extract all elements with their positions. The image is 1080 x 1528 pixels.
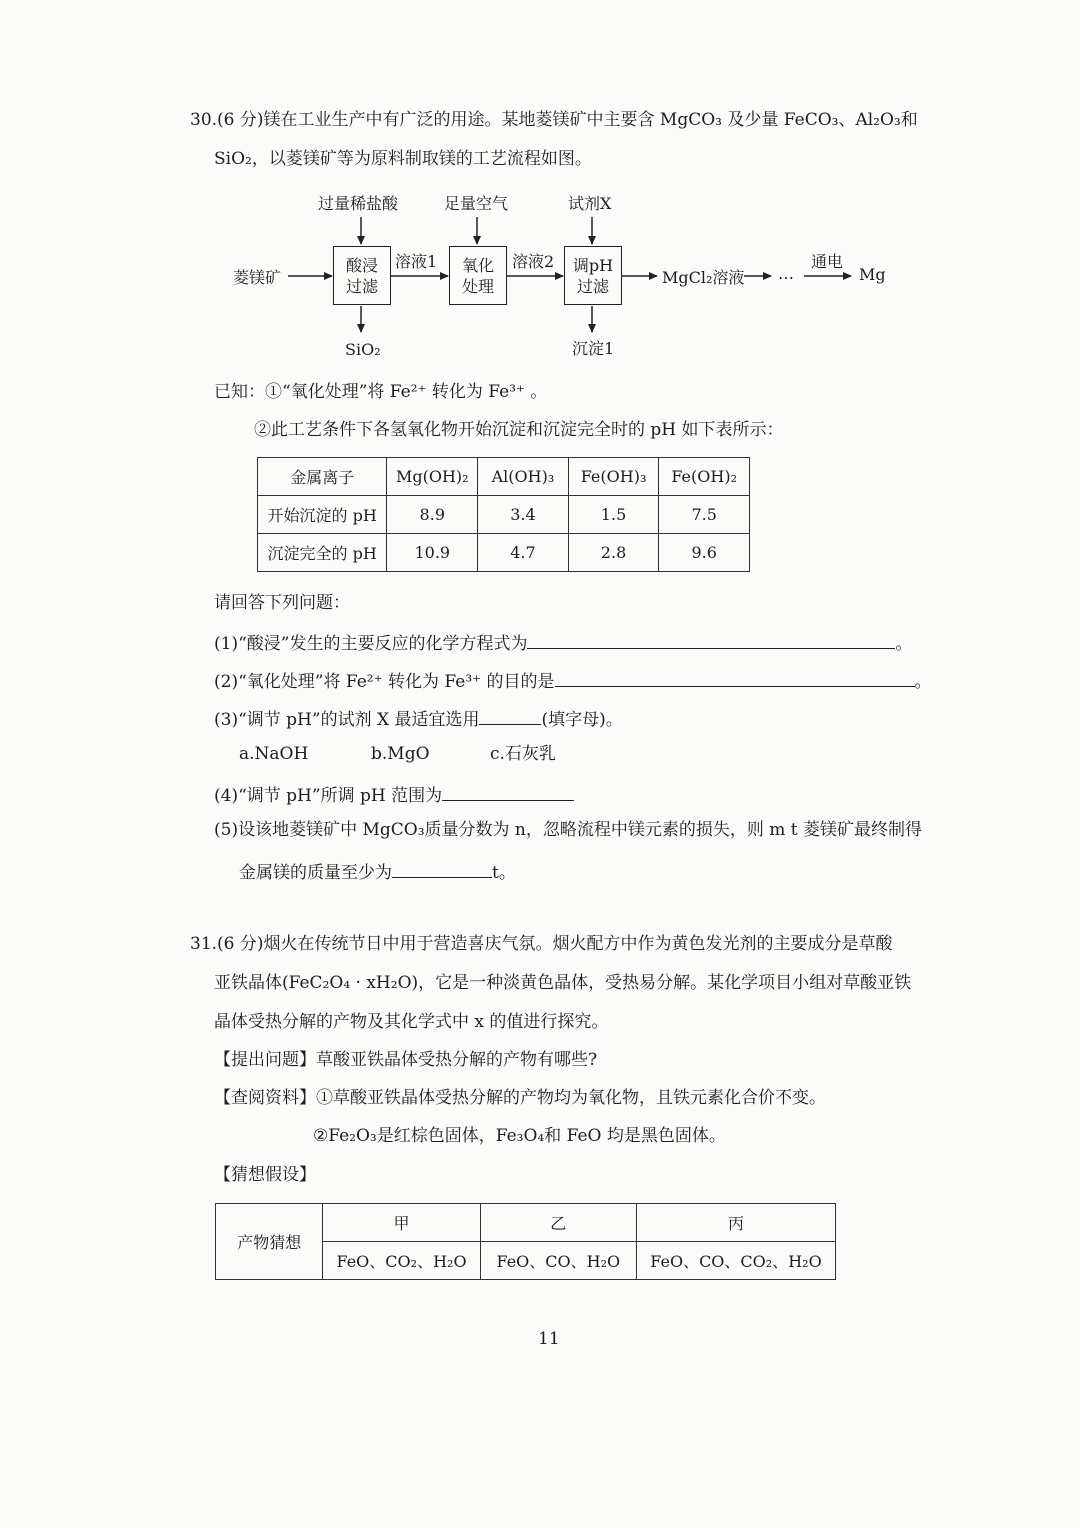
ph-table-header: Mg(OH)₂ <box>387 458 478 496</box>
q30-intro-line2: SiO₂，以菱镁矿等为原料制取镁的工艺流程如图。 <box>214 149 592 169</box>
q31-hypothesis: 【猜想假设】 <box>214 1165 316 1185</box>
flow-end-mg: Mg <box>859 265 886 284</box>
ph-table-cell: 开始沉淀的 pH <box>258 496 387 534</box>
reagent-dilute-hcl: 过量稀盐酸 <box>318 194 399 213</box>
flow-ellipsis: … <box>778 264 794 283</box>
electrolysis-label: 通电 <box>811 252 844 271</box>
page-number: 11 <box>538 1329 560 1349</box>
answer-blank-5[interactable] <box>392 859 492 878</box>
step-acid-leach-filter <box>333 246 391 305</box>
answer-prompt: 请回答下列问题： <box>214 593 350 613</box>
step2-line2: 处理 <box>461 276 494 296</box>
question-5-line1: (5)设该地菱镁矿中 MgCO₃质量分数为 n，忽略流程中镁元素的损失，则 m t 菱镁矿最终制得 <box>214 820 923 840</box>
hypothesis-header-jia: 甲 <box>323 1204 480 1242</box>
q30-known-2: ②此工艺条件下各氢氧化物开始沉淀和沉淀完全时的 pH 如下表所示： <box>254 420 784 440</box>
output-precipitate1: 沉淀1 <box>572 339 615 358</box>
flow-start-ore: 菱镁矿 <box>233 268 282 287</box>
reagent-x: 试剂X <box>568 194 612 213</box>
question-2-text: (2)“氧化处理”将 Fe²⁺ 转化为 Fe³⁺ 的目的是 <box>214 672 555 692</box>
q31-intro-line1: 31.(6 分)烟火在传统节日中用于营造喜庆气氛。烟火配方中作为黄色发光剂的主要成分是草酸 <box>190 934 893 954</box>
q31-intro-line2: 亚铁晶体(FeC₂O₄ · xH₂O)，它是一种淡黄色晶体，受热易分解。某化学项目小组对草酸亚铁 <box>214 973 912 993</box>
question-3 <box>214 706 623 730</box>
question-5-end: t。 <box>492 863 516 883</box>
answer-blank-4[interactable] <box>442 782 574 801</box>
question-3-text: (3)“调节 pH”的试剂 X 最适宜选用 <box>214 710 480 730</box>
hypothesis-table <box>215 1203 836 1280</box>
ph-table-cell: 9.6 <box>659 534 750 572</box>
question-2 <box>214 668 932 692</box>
question-1 <box>214 630 912 654</box>
question-3-end: (填字母)。 <box>541 710 623 730</box>
ph-table-header: Al(OH)₃ <box>478 458 569 496</box>
q31-info-1: 【查阅资料】①草酸亚铁晶体受热分解的产物均为氧化物，且铁元素化合价不变。 <box>214 1088 826 1108</box>
q30-known-1: 已知：①“氧化处理”将 Fe²⁺ 转化为 Fe³⁺ 。 <box>214 382 548 402</box>
hypothesis-row-label: 产物猜想 <box>216 1204 323 1280</box>
solution2-label: 溶液2 <box>512 252 555 271</box>
question-5-line2 <box>239 859 516 883</box>
q30-intro-line1: 30.(6 分)镁在工业生产中有广泛的用途。某地菱镁矿中主要含 MgCO₃ 及少量 FeCO₃、Al₂O₃和 <box>190 110 918 130</box>
mgcl2-solution: MgCl₂溶液 <box>662 268 745 287</box>
answer-blank-1[interactable] <box>527 630 895 649</box>
table-row <box>258 496 750 534</box>
hypothesis-header-yi: 乙 <box>480 1204 636 1242</box>
question-4-text: (4)“调节 pH”所调 pH 范围为 <box>214 786 443 806</box>
step-adjust-ph-filter <box>564 246 622 305</box>
hypothesis-value-yi: FeO、CO、H₂O <box>480 1242 636 1280</box>
q31-question: 【提出问题】草酸亚铁晶体受热分解的产物有哪些? <box>214 1050 598 1070</box>
step1-line2: 过滤 <box>345 276 378 296</box>
ph-table-header: Fe(OH)₂ <box>659 458 750 496</box>
step-oxidation <box>449 246 507 305</box>
ph-table-cell: 7.5 <box>659 496 750 534</box>
question-4 <box>214 782 574 806</box>
q31-info-2: ②Fe₂O₃是红棕色固体，Fe₃O₄和 FeO 均是黑色固体。 <box>313 1126 726 1146</box>
solution1-label: 溶液1 <box>395 252 438 271</box>
option-b: b.MgO <box>371 744 430 764</box>
step3-line1: 调pH <box>572 255 614 275</box>
question-1-end: 。 <box>895 634 913 654</box>
question-5-text: 金属镁的质量至少为 <box>239 863 392 883</box>
option-c: c.石灰乳 <box>490 744 556 764</box>
ph-table-cell: 4.7 <box>478 534 569 572</box>
answer-blank-3[interactable] <box>479 706 541 725</box>
step2-line1: 氧化 <box>461 255 494 275</box>
ph-table-cell: 8.9 <box>387 496 478 534</box>
q31-intro-line3: 晶体受热分解的产物及其化学式中 x 的值进行探究。 <box>214 1012 609 1032</box>
ph-table-header: Fe(OH)₃ <box>568 458 659 496</box>
ph-table-cell: 2.8 <box>568 534 659 572</box>
ph-table-cell: 3.4 <box>478 496 569 534</box>
ph-table-header: 金属离子 <box>258 458 387 496</box>
table-row <box>258 534 750 572</box>
flow-arrows <box>0 0 1080 370</box>
hypothesis-value-bing: FeO、CO、CO₂、H₂O <box>636 1242 835 1280</box>
ph-table-cell: 1.5 <box>568 496 659 534</box>
hypothesis-value-jia: FeO、CO₂、H₂O <box>323 1242 480 1280</box>
option-a: a.NaOH <box>239 744 309 764</box>
hypothesis-header-bing: 丙 <box>636 1204 835 1242</box>
ph-table-cell: 沉淀完全的 pH <box>258 534 387 572</box>
question-1-text: (1)“酸浸”发生的主要反应的化学方程式为 <box>214 634 528 654</box>
ph-table <box>257 457 750 572</box>
output-sio2: SiO₂ <box>345 340 381 359</box>
question-2-end: 。 <box>914 672 932 692</box>
answer-blank-2[interactable] <box>555 668 915 687</box>
step3-line2: 过滤 <box>576 276 609 296</box>
ph-table-cell: 10.9 <box>387 534 478 572</box>
step1-line1: 酸浸 <box>345 255 378 275</box>
reagent-air: 足量空气 <box>444 194 509 213</box>
